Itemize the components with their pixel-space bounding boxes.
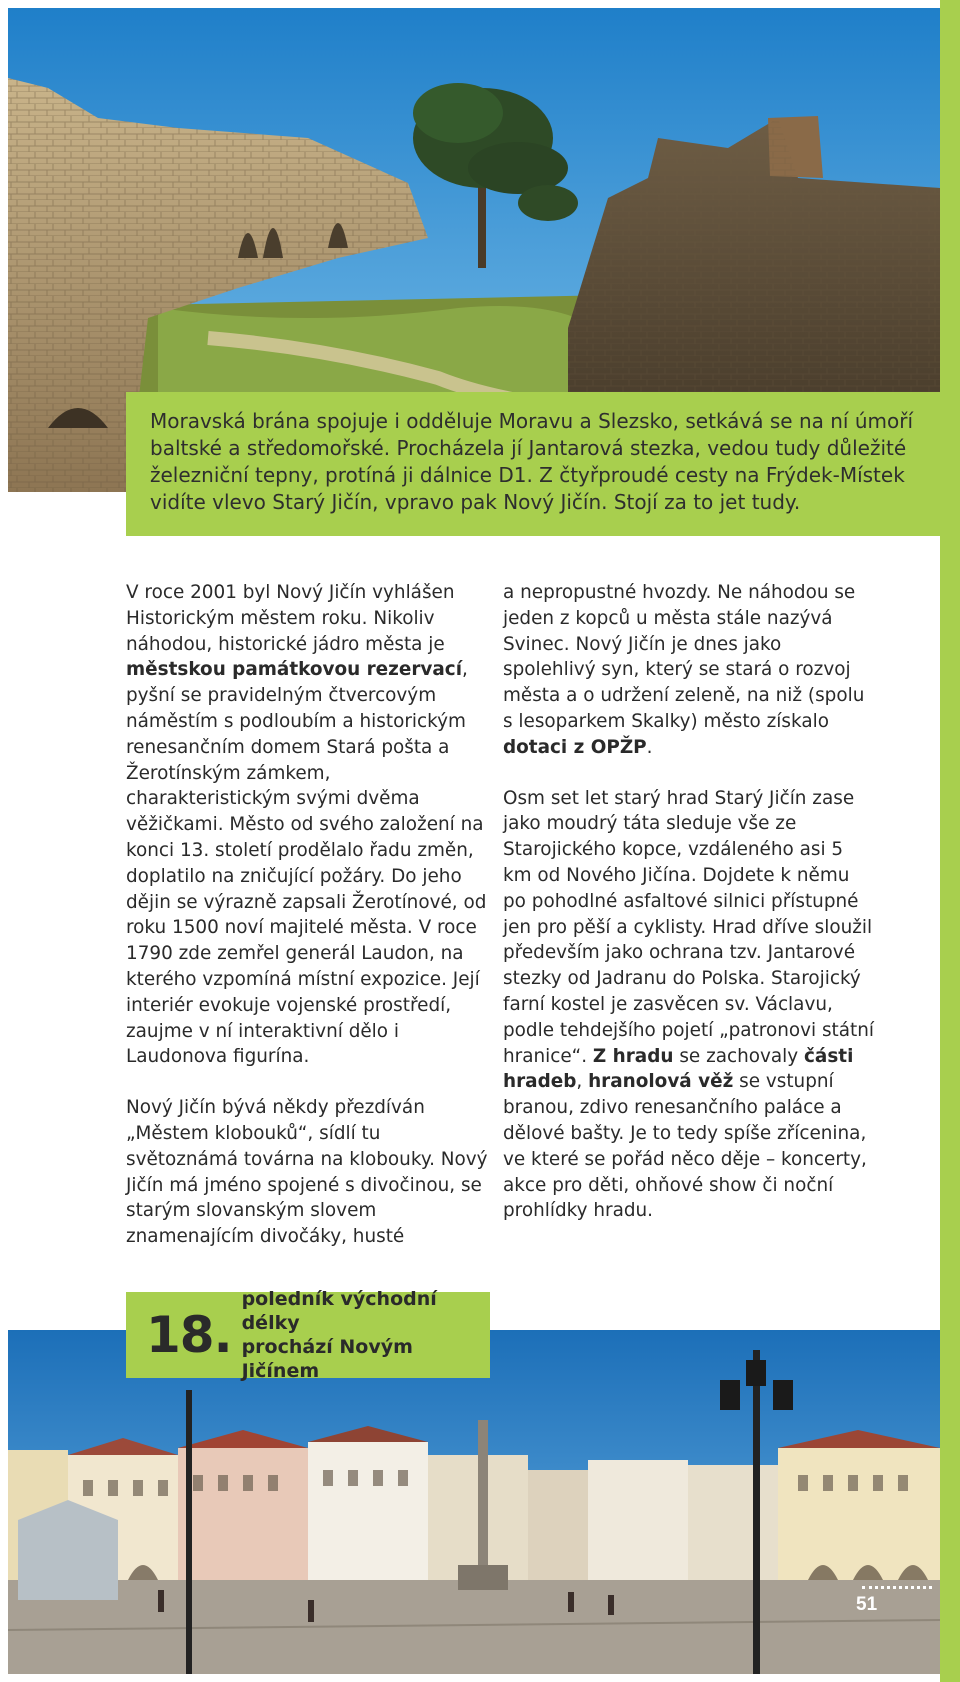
- meridian-callout: [126, 1288, 490, 1382]
- bold-grant: dotaci z OPŽP: [503, 736, 647, 758]
- text-span: V roce 2001 byl Nový Jičín vyhlášen Historickým městem roku. Nikoliv náhodou, historické jádro města je: [126, 582, 455, 655]
- text-span: se vstupní branou, zdivo renesančního paláce a dělové bašty. Je to tedy spíše zřícenina, ve které se pořád něco děje – koncerty, akce pro děti, ohňové show či noční prohlídky hradu.: [503, 1071, 867, 1222]
- paragraph-hats: [126, 1095, 498, 1250]
- accent-stripe: [940, 0, 960, 1682]
- meridian-caption: [242, 1287, 490, 1383]
- meridian-number: 18.: [146, 1306, 232, 1364]
- text-span: Nový Jičín bývá někdy přezdíván „Městem klobouků“, sídlí tu světoznámá továrna na klobouky. Nový Jičín má jméno spojené s divočinou, se starým slovanským slovem znamenajícím divočáky, husté: [126, 1097, 488, 1248]
- bold-tower: hranolová věž: [588, 1071, 734, 1093]
- bold-walls: části hradeb: [503, 1045, 854, 1093]
- text-span: Osm set let starý hrad Starý Jičín zase jako moudrý táta sleduje vše ze Starojického kopce, vzdáleného asi 5 km od Nového Jičína. Dojdete k němu po pohodlné asfaltové silnici přístupné jen pro pěší a cyklisty. Hrad dříve sloužil především jako ochrana tzv. Jantarové stezky od Jadranu do Polska. Starojický farní kostel je zasvěcen sv. Václavu, podle tehdejšího pojetí „patronovi státní hranice“.: [503, 787, 874, 1067]
- left-column: [126, 580, 498, 1275]
- paragraph-forests: [503, 580, 875, 761]
- text-span: , pyšní se pravidelným čtvercovým náměstím s podloubím a historickým renesančním domem Stará pošta a Žerotínským zámkem, charakteristickým svými dvěma věžičkami. Město od svého založení na konci 13. století prodělalo řadu změn, doplatilo na zničující požáry. Do jeho dějin se výrazně zapsali Žerotínové, od roku 1500 noví majitelé města. V roce 1790 zde zemřel generál Laudon, na kterého vzpomíná místní expozice. Její interiér evokuje vojenské prostředí, zaujme v ní interaktivní dělo i Laudonova figurína.: [126, 659, 487, 1068]
- meridian-line-1: poledník východní délky: [241, 1288, 437, 1334]
- bold-reserve: městskou památkovou rezervací: [126, 659, 463, 681]
- intro-text: Moravská brána spojuje i odděluje Moravu a Slezsko, setkává se na ní úmoří baltské a středomořské. Procházela jí Jantarová stezka, vedou tudy důležité železniční tepny, protíná ji dálnice D1. Z čtyřproudé cesty na Frýdek-Místek vidíte vlevo Starý Jičín, vpravo pak Nový Jičín. Stojí za to jet tudy.: [150, 409, 914, 514]
- text-span: .: [646, 736, 653, 758]
- right-column: [503, 580, 875, 1249]
- paragraph-history: [126, 580, 498, 1070]
- text-span: a nepropustné hvozdy. Ne náhodou se jeden z kopců u města stále nazývá Svinec. Nový Jičín je dnes jako spolehlivý syn, který se stará o rozvoj města a o udržení zeleně, na niž (spolu s lesoparkem Skalky) město získalo: [503, 582, 865, 732]
- text-span: ,: [576, 1071, 589, 1093]
- paragraph-castle: [503, 786, 875, 1225]
- page-number: 51: [856, 1594, 878, 1615]
- intro-callout: [126, 392, 940, 536]
- meridian-line-2: prochází Novým Jičínem: [241, 1336, 413, 1382]
- bold-from-castle: Z hradu: [592, 1045, 674, 1067]
- text-span: se zachovaly: [673, 1045, 805, 1067]
